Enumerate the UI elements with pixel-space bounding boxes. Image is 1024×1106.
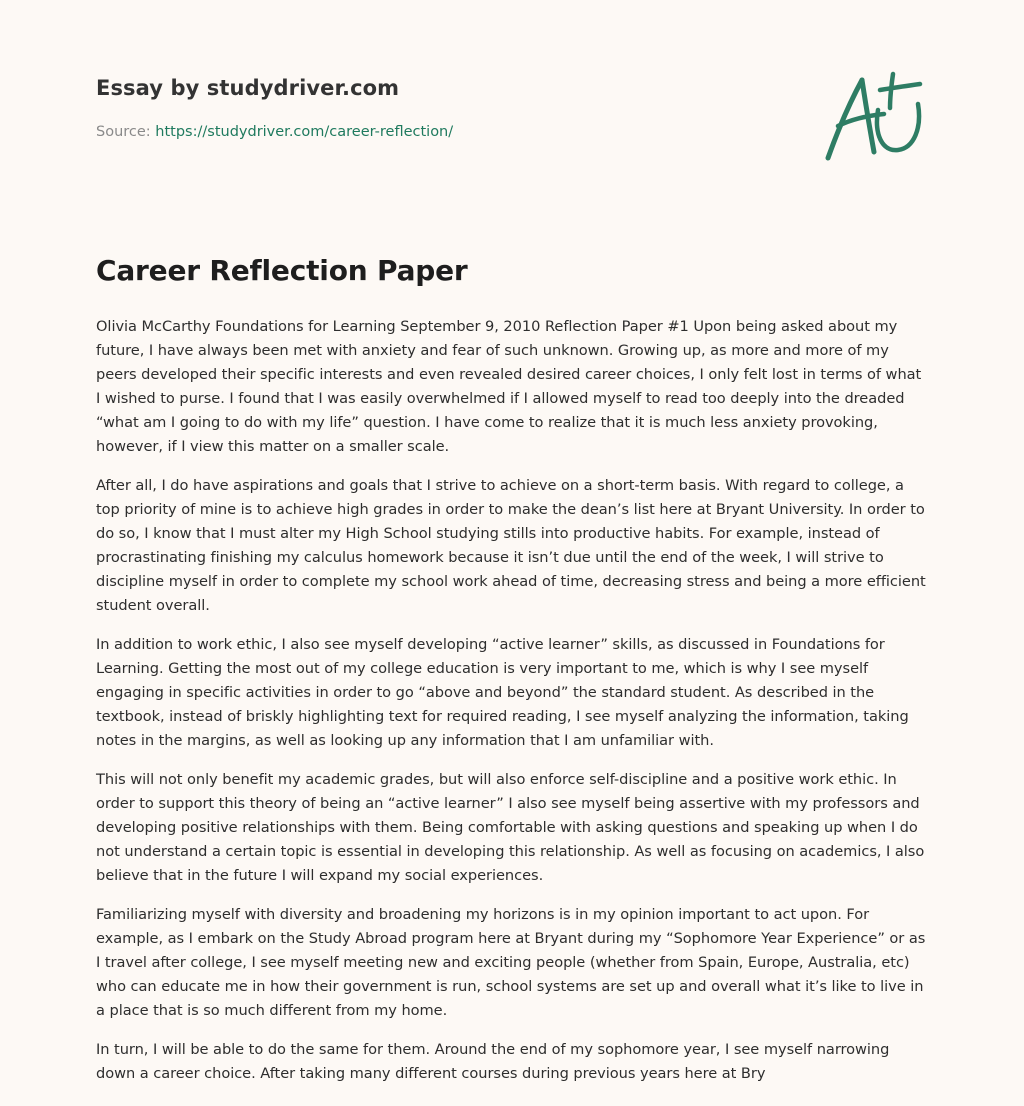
source-label: Source: bbox=[96, 124, 156, 140]
source-line bbox=[96, 124, 453, 140]
essay-paragraph: Familiarizing myself with diversity and broadening my horizons is in my opinion important to act upon. For example, as I embark on the Study Abroad program here at Bryant during my “Sophomore Year Experience” or as I travel after college, I see myself meeting new and exciting people (whether from Spain, Europe, Australia, etc) who can educate me in how their government is run, school systems are set up and overall what it’s like to live in a place that is so much different from my home. bbox=[96, 906, 926, 1019]
essay-paragraph: Olivia McCarthy Foundations for Learning September 9, 2010 Reflection Paper #1 Upon being asked about my future, I have always been met with anxiety and fear of such unknown. Growing up, as more and more of my peers developed their specific interests and even revealed desired career choices, I only felt lost in terms of what I wished to purse. I found that I was easily overwhelmed if I allowed myself to read too deeply into the dreaded “what am I going to do with my life” question. I have come to realize that it is much less anxiety provoking, however, if I view this matter on a smaller scale. bbox=[96, 318, 922, 455]
a-plus-grade-icon bbox=[820, 68, 930, 168]
essay-paragraph: In addition to work ethic, I also see myself developing “active learner” skills, as discussed in Foundations for Learning. Getting the most out of my college education is very important to me, which is why I see myself engaging in specific activities in order to go “above and beyond” the standard student. As described in the textbook, instead of briskly highlighting text for required reading, I see myself analyzing the information, taking notes in the margins, as well as looking up any information that I am unfamiliar with. bbox=[96, 636, 909, 749]
essay-title: Career Reflection Paper bbox=[96, 254, 468, 287]
essay-body bbox=[96, 315, 930, 1101]
essay-paragraph: In turn, I will be able to do the same for them. Around the end of my sophomore year, I see myself narrowing down a career choice. After taking many different courses during previous years here at Bry bbox=[96, 1041, 890, 1082]
site-title: Essay by studydriver.com bbox=[96, 76, 400, 100]
essay-paragraph: After all, I do have aspirations and goals that I strive to achieve on a short-term basis. With regard to college, a top priority of mine is to achieve high grades in order to make the dean’s list here at Bryant University. In order to do so, I know that I must alter my High School studying stills into productive habits. For example, instead of procrastinating finishing my calculus homework because it isn’t due until the end of the week, I will strive to discipline myself in order to complete my school work ahead of time, decreasing stress and being a more efficient student overall. bbox=[96, 477, 926, 614]
essay-paragraph: This will not only benefit my academic grades, but will also enforce self-discipline and a positive work ethic. In order to support this theory of being an “active learner” I also see myself being assertive with my professors and developing positive relationships with them. Being comfortable with asking questions and speaking up when I do not understand a certain topic is essential in developing this relationship. As well as focusing on academics, I also believe that in the future I will expand my social experiences. bbox=[96, 771, 925, 884]
source-link[interactable]: https://studydriver.com/career-reflection/ bbox=[155, 124, 454, 140]
